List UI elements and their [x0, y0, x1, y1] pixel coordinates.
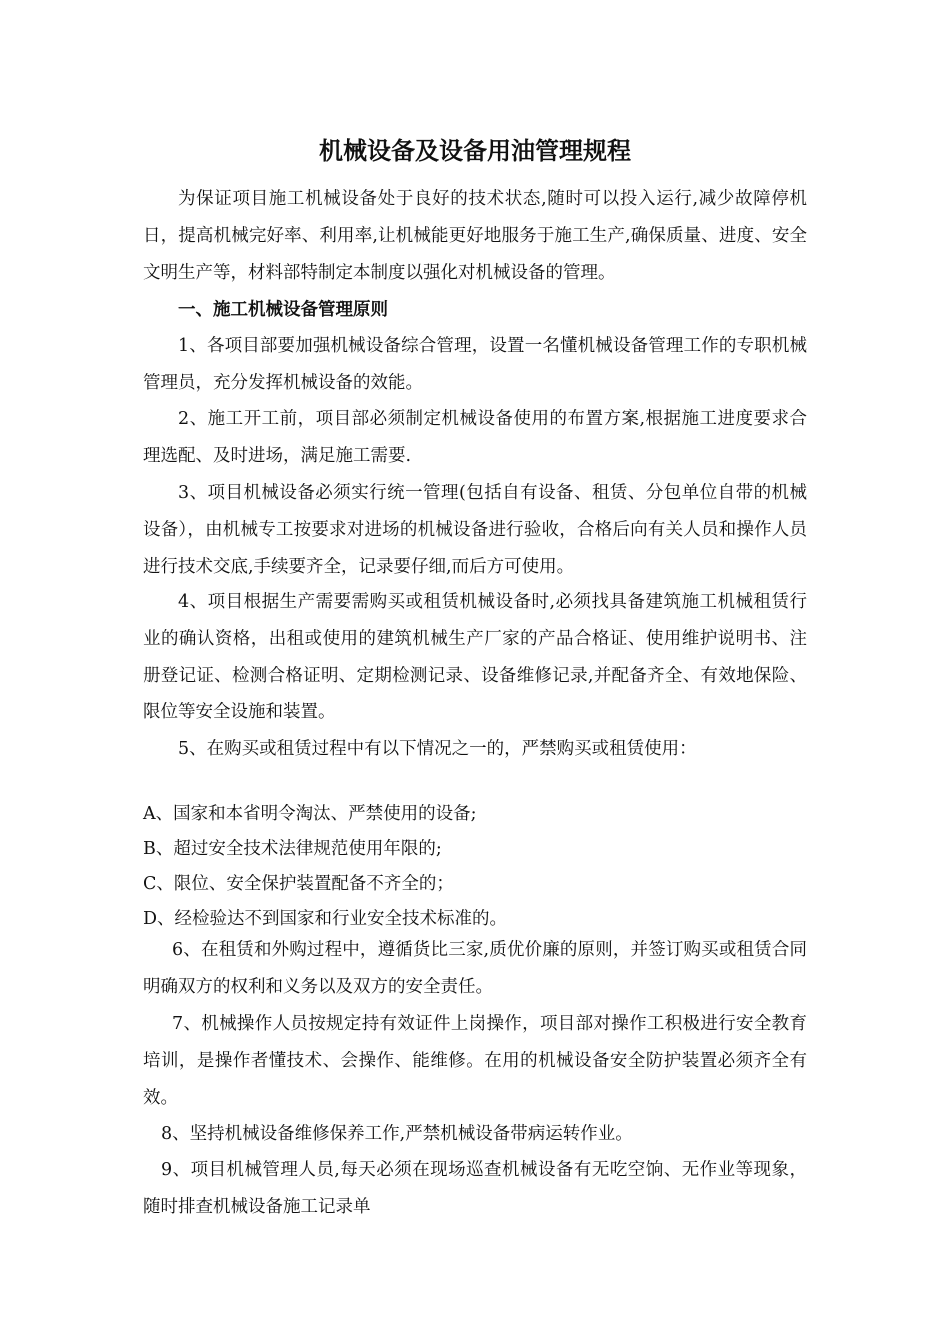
sub-item: D、经检验达不到国家和行业安全技术标准的。	[143, 909, 508, 929]
sub-item-list	[143, 797, 807, 937]
list-item: 4、项目根据生产需要需购买或租赁机械设备时,必须找具备建筑施工机械租赁行业的确认资格，出租或使用的建筑机械生产厂家的产品合格证、使用维护说明书、注册登记证、检测合格证明、定期检测记录、设备维修记录,并配备齐全、有效地保险、限位等安全设施和装置。	[143, 592, 807, 723]
sub-item: C、限位、安全保护装置配备不齐全的；	[143, 874, 454, 894]
list-item: 3、项目机械设备必须实行统一管理(包括自有设备、租赁、分包单位自带的机械设备），由机械专工按要求对进场的机械设备进行验收，合格后向有关人员和操作人员进行技术交底,手续要齐全，记录要仔细,而后方可使用。	[143, 483, 807, 577]
list-item: 9、项目机械管理人员,每天必须在现场巡查机械设备有无吃空饷、无作业等现象，随时排查机械设备施工记录单	[143, 1160, 807, 1217]
intro-paragraph: 为保证项目施工机械设备处于良好的技术状态,随时可以投入运行,减少故障停机日，提高机械完好率、利用率,让机械能更好地服务于施工生产,确保质量、进度、安全文明生产等，材料部特制定本制度以强化对机械设备的管理。	[143, 189, 807, 283]
document-title: 机械设备及设备用油管理规程	[319, 137, 631, 165]
list-item: 7、机械操作人员按规定持有效证件上岗操作，项目部对操作工积极进行安全教育培训，是操作者懂技术、会操作、能维修。在用的机械设备安全防护装置必须齐全有效。	[143, 1014, 807, 1108]
sub-item: B、超过安全技术法律规范使用年限的;	[143, 839, 442, 859]
list-item: 6、在租赁和外购过程中，遵循货比三家,质优价廉的原则，并签订购买或租赁合同明确双方的权利和义务以及双方的安全责任。	[143, 940, 807, 997]
list-item: 5、在购买或租赁过程中有以下情况之一的，严禁购买或租赁使用：	[178, 739, 697, 759]
list-item: 1、各项目部要加强机械设备综合管理，设置一名懂机械设备管理工作的专职机械管理员，充分发挥机械设备的效能。	[143, 336, 807, 393]
sub-item: A、国家和本省明令淘汰、严禁使用的设备;	[143, 804, 477, 824]
list-item: 2、施工开工前，项目部必须制定机械设备使用的布置方案,根据施工进度要求合理选配、及时进场，满足施工需要.	[143, 409, 807, 466]
list-item: 8、坚持机械设备维修保养工作,严禁机械设备带病运转作业。	[161, 1124, 633, 1144]
section-heading: 一、施工机械设备管理原则	[178, 300, 388, 320]
